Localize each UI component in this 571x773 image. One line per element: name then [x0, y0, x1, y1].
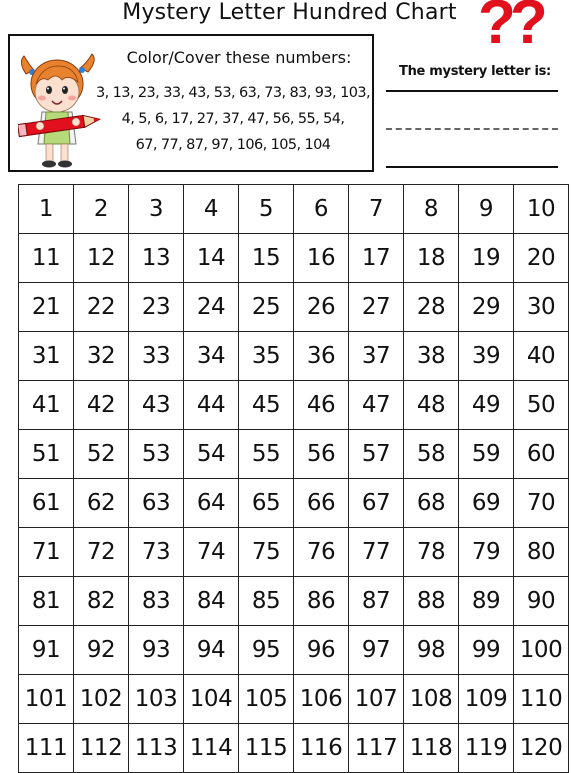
number-cell[interactable]: 24 [184, 283, 239, 332]
number-cell[interactable]: 101 [19, 675, 74, 724]
number-cell[interactable]: 83 [129, 577, 184, 626]
number-cell[interactable]: 105 [239, 675, 294, 724]
number-cell[interactable]: 40 [514, 332, 569, 381]
number-cell[interactable]: 62 [74, 479, 129, 528]
number-cell[interactable]: 80 [514, 528, 569, 577]
number-cell[interactable]: 97 [349, 626, 404, 675]
number-cell[interactable]: 67 [349, 479, 404, 528]
number-cell[interactable]: 34 [184, 332, 239, 381]
number-cell[interactable]: 78 [404, 528, 459, 577]
number-cell[interactable]: 66 [294, 479, 349, 528]
cover-number-line: 3, 13, 23, 33, 43, 53, 63, 73, 83, 93, 103, [96, 85, 370, 101]
number-cell[interactable]: 41 [19, 381, 74, 430]
number-cell[interactable]: 51 [19, 430, 74, 479]
number-cell[interactable]: 10 [514, 185, 569, 234]
number-cell[interactable]: 100 [514, 626, 569, 675]
number-cell[interactable]: 106 [294, 675, 349, 724]
answer-line-top [386, 90, 558, 92]
number-cell[interactable]: 5 [239, 185, 294, 234]
answer-line-bottom [386, 166, 558, 168]
number-cell[interactable]: 91 [19, 626, 74, 675]
number-cell[interactable]: 81 [19, 577, 74, 626]
number-cell[interactable]: 55 [239, 430, 294, 479]
number-cell[interactable]: 1 [19, 185, 74, 234]
number-cell[interactable]: 22 [74, 283, 129, 332]
number-cell[interactable]: 58 [404, 430, 459, 479]
number-cell[interactable]: 45 [239, 381, 294, 430]
number-cell[interactable]: 98 [404, 626, 459, 675]
hundred-chart [18, 184, 569, 773]
number-cell[interactable]: 16 [294, 234, 349, 283]
number-cell[interactable]: 52 [74, 430, 129, 479]
number-cell[interactable]: 109 [459, 675, 514, 724]
number-cell[interactable]: 36 [294, 332, 349, 381]
number-cell[interactable]: 72 [74, 528, 129, 577]
number-cell[interactable]: 119 [459, 724, 514, 773]
number-cell[interactable]: 37 [349, 332, 404, 381]
number-cell[interactable]: 38 [404, 332, 459, 381]
number-cell[interactable]: 120 [514, 724, 569, 773]
number-cell[interactable]: 63 [129, 479, 184, 528]
number-cell[interactable]: 74 [184, 528, 239, 577]
chart-row [19, 430, 569, 479]
cover-numbers-box [8, 34, 374, 172]
number-cell[interactable]: 27 [349, 283, 404, 332]
chart-row [19, 283, 569, 332]
number-cell[interactable]: 112 [74, 724, 129, 773]
number-cell[interactable]: 53 [129, 430, 184, 479]
number-cell[interactable]: 61 [19, 479, 74, 528]
number-cell[interactable]: 14 [184, 234, 239, 283]
number-cell[interactable]: 47 [349, 381, 404, 430]
number-cell[interactable]: 87 [349, 577, 404, 626]
number-cell[interactable]: 18 [404, 234, 459, 283]
number-cell[interactable]: 117 [349, 724, 404, 773]
number-cell[interactable]: 4 [184, 185, 239, 234]
number-cell[interactable]: 65 [239, 479, 294, 528]
number-cell[interactable]: 92 [74, 626, 129, 675]
chart-row [19, 577, 569, 626]
number-cell[interactable]: 111 [19, 724, 74, 773]
number-cell[interactable]: 11 [19, 234, 74, 283]
number-cell[interactable]: 49 [459, 381, 514, 430]
number-cell[interactable]: 99 [459, 626, 514, 675]
number-cell[interactable]: 26 [294, 283, 349, 332]
chart-row [19, 626, 569, 675]
number-cell[interactable]: 25 [239, 283, 294, 332]
number-cell[interactable]: 7 [349, 185, 404, 234]
number-cell[interactable]: 59 [459, 430, 514, 479]
number-cell[interactable]: 20 [514, 234, 569, 283]
number-cell[interactable]: 70 [514, 479, 569, 528]
number-cell[interactable]: 71 [19, 528, 74, 577]
chart-row [19, 332, 569, 381]
number-cell[interactable]: 104 [184, 675, 239, 724]
chart-row [19, 479, 569, 528]
number-cell[interactable]: 32 [74, 332, 129, 381]
number-cell[interactable]: 69 [459, 479, 514, 528]
number-cell[interactable]: 90 [514, 577, 569, 626]
number-cell[interactable]: 48 [404, 381, 459, 430]
chart-row [19, 185, 569, 234]
cover-number-list [92, 80, 374, 158]
number-cell[interactable]: 42 [74, 381, 129, 430]
number-cell[interactable]: 93 [129, 626, 184, 675]
number-cell[interactable]: 77 [349, 528, 404, 577]
number-cell[interactable]: 115 [239, 724, 294, 773]
chart-row [19, 724, 569, 773]
number-cell[interactable]: 46 [294, 381, 349, 430]
chart-row [19, 381, 569, 430]
number-cell[interactable]: 85 [239, 577, 294, 626]
number-cell[interactable]: 13 [129, 234, 184, 283]
number-cell[interactable]: 56 [294, 430, 349, 479]
mystery-letter-label: The mystery letter is: [399, 64, 551, 79]
number-cell[interactable]: 75 [239, 528, 294, 577]
number-cell[interactable]: 43 [129, 381, 184, 430]
number-cell[interactable]: 108 [404, 675, 459, 724]
number-cell[interactable]: 23 [129, 283, 184, 332]
number-cell[interactable]: 33 [129, 332, 184, 381]
number-cell[interactable]: 96 [294, 626, 349, 675]
cover-number-line: 4, 5, 6, 17, 27, 37, 47, 56, 55, 54, [121, 111, 345, 127]
number-cell[interactable]: 50 [514, 381, 569, 430]
number-cell[interactable]: 57 [349, 430, 404, 479]
chart-row [19, 675, 569, 724]
number-cell[interactable]: 28 [404, 283, 459, 332]
number-cell[interactable]: 35 [239, 332, 294, 381]
number-cell[interactable]: 12 [74, 234, 129, 283]
number-cell[interactable]: 21 [19, 283, 74, 332]
number-cell[interactable]: 15 [239, 234, 294, 283]
number-cell[interactable]: 102 [74, 675, 129, 724]
number-cell[interactable]: 60 [514, 430, 569, 479]
number-cell[interactable]: 76 [294, 528, 349, 577]
number-cell[interactable]: 79 [459, 528, 514, 577]
number-cell[interactable]: 94 [184, 626, 239, 675]
number-cell[interactable]: 6 [294, 185, 349, 234]
number-cell[interactable]: 17 [349, 234, 404, 283]
number-cell[interactable]: 39 [459, 332, 514, 381]
number-cell[interactable]: 107 [349, 675, 404, 724]
number-cell[interactable]: 110 [514, 675, 569, 724]
question-marks-decoration: ?? [478, 0, 542, 57]
number-cell[interactable]: 30 [514, 283, 569, 332]
number-cell[interactable]: 3 [129, 185, 184, 234]
number-cell[interactable]: 2 [74, 185, 129, 234]
cover-heading: Color/Cover these numbers: [126, 48, 352, 67]
number-cell[interactable]: 116 [294, 724, 349, 773]
cover-number-line: 67, 77, 87, 97, 106, 105, 104 [135, 137, 331, 153]
number-cell[interactable]: 9 [459, 185, 514, 234]
number-cell[interactable]: 29 [459, 283, 514, 332]
number-cell[interactable]: 64 [184, 479, 239, 528]
chart-row [19, 528, 569, 577]
number-cell[interactable]: 103 [129, 675, 184, 724]
page-title: Mystery Letter Hundred Chart [122, 0, 457, 25]
number-cell[interactable]: 88 [404, 577, 459, 626]
number-cell[interactable]: 68 [404, 479, 459, 528]
number-cell[interactable]: 95 [239, 626, 294, 675]
number-cell[interactable]: 54 [184, 430, 239, 479]
chart-row [19, 234, 569, 283]
number-cell[interactable]: 19 [459, 234, 514, 283]
number-cell[interactable]: 82 [74, 577, 129, 626]
number-cell[interactable]: 113 [129, 724, 184, 773]
number-cell[interactable]: 86 [294, 577, 349, 626]
number-cell[interactable]: 44 [184, 381, 239, 430]
number-cell[interactable]: 89 [459, 577, 514, 626]
number-cell[interactable]: 73 [129, 528, 184, 577]
number-cell[interactable]: 118 [404, 724, 459, 773]
number-cell[interactable]: 84 [184, 577, 239, 626]
number-cell[interactable]: 8 [404, 185, 459, 234]
number-cell[interactable]: 31 [19, 332, 74, 381]
answer-line-middle [386, 128, 558, 130]
number-cell[interactable]: 114 [184, 724, 239, 773]
